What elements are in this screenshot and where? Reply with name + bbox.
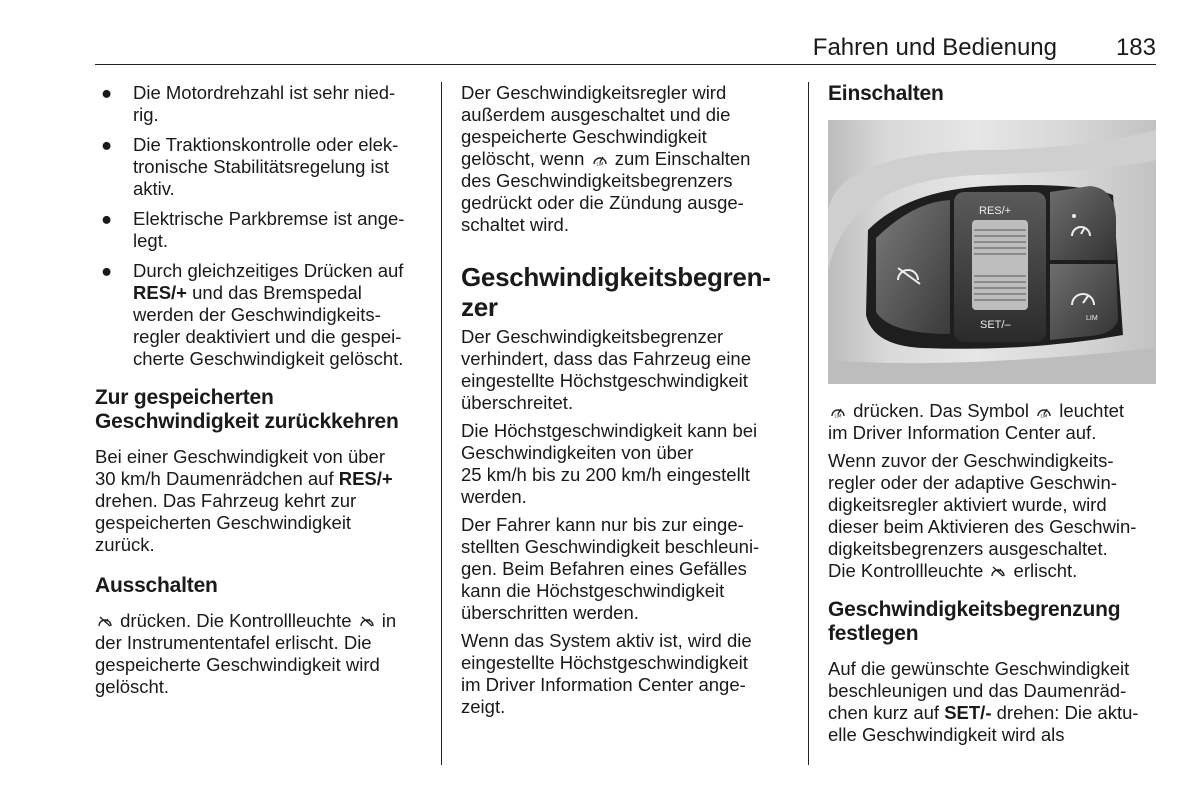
speed-limiter-icon bbox=[592, 152, 608, 166]
section-heading: Ausschalten bbox=[95, 574, 218, 597]
paragraph: Auf die gewünschte Geschwindigkeit beschleunigen und das Daumenräd- chen kurz auf SET/- drehen: Die aktu- elle Geschwindigkeit wird als bbox=[828, 658, 1139, 745]
list-item: ● Die Traktionskontrolle oder elek- tronische Stabilitätsregelung ist aktiv. bbox=[101, 134, 399, 199]
paragraph: drücken. Die Kontrollleuchte in der Instrumententafel erlischt. Die gespeicherte Geschwindigkeit wird gelöscht. bbox=[95, 610, 397, 697]
steering-wheel-controls-photo bbox=[828, 120, 1156, 384]
section-heading: Einschalten bbox=[828, 82, 944, 105]
page-header bbox=[95, 34, 1156, 65]
paragraph: Der Geschwindigkeitsregler wird außerdem ausgeschaltet und die gespeicherte Geschwindigkeit gelöscht, wenn LIM zum Einschalten des Geschwindigkeitsbegrenzers gedrückt oder die Zündung ausge- schaltet wird. bbox=[461, 82, 751, 235]
set-minus-label: SET/– bbox=[980, 319, 1011, 331]
res-plus-label: RES/+ bbox=[979, 205, 1012, 217]
chapter-heading: Geschwindigkeitsbegren- zer bbox=[461, 262, 771, 322]
column-divider-1 bbox=[441, 82, 442, 765]
section-heading: Geschwindigkeitsbegrenzung festlegen bbox=[828, 598, 1121, 645]
svg-text:LIM: LIM bbox=[1040, 413, 1048, 418]
column-1 bbox=[95, 82, 425, 704]
steering-wheel-illustration bbox=[828, 120, 1156, 384]
cruise-control-off-icon bbox=[359, 614, 375, 628]
paragraph: Bei einer Geschwindigkeit von über 30 km/h Daumenrädchen auf RES/+ drehen. Das Fahrzeug kehrt zur gespeicherten Geschwindigkeit zurück. bbox=[95, 446, 393, 555]
speed-limiter-icon bbox=[830, 404, 846, 418]
list-item: ● Durch gleichzeitiges Drücken auf RES/+ und das Bremspedal werden der Geschwindigkeits- regler deaktiviert und die gespei- cherte Geschwindigkeit gelöscht. bbox=[101, 260, 404, 369]
paragraph: Wenn das System aktiv ist, wird die eingestellte Höchstgeschwindigkeit im Driver Information Center ange- zeigt. bbox=[461, 630, 752, 717]
chapter-title: Fahren und Bedienung bbox=[812, 34, 1057, 61]
paragraph: LIM drücken. Das Symbol LIM leuchtet im Driver Information Center auf. bbox=[828, 400, 1125, 443]
section-heading: Zur gespeicherten Geschwindigkeit zurückkehren bbox=[95, 386, 399, 433]
paragraph: Der Geschwindigkeitsbegrenzer verhindert, dass das Fahrzeug eine eingestellte Höchstgeschwindigkeit überschreitet. bbox=[461, 326, 752, 413]
paragraph: Wenn zuvor der Geschwindigkeits- regler oder der adaptive Geschwin- digkeitsregler aktiviert wurde, wird dieser beim Aktivieren des Geschwin- digkeitsbegrenzers ausgeschaltet. Die Kontrollleuchte erlischt. bbox=[828, 450, 1137, 581]
cruise-control-off-icon bbox=[97, 614, 113, 628]
lim-label: LIM bbox=[1086, 315, 1098, 322]
cruise-control-off-icon bbox=[990, 564, 1006, 578]
list-item: ● Elektrische Parkbremse ist ange- legt. bbox=[101, 208, 405, 251]
column-3 bbox=[828, 82, 1158, 752]
speed-limiter-icon bbox=[1036, 404, 1052, 418]
svg-text:LIM: LIM bbox=[596, 161, 603, 166]
page-number: 183 bbox=[1115, 34, 1156, 61]
bullet-list bbox=[95, 82, 425, 370]
column-2 bbox=[461, 82, 791, 724]
column-divider-2 bbox=[808, 82, 809, 765]
paragraph: Der Fahrer kann nur bis zur einge- stellten Geschwindigkeit beschleuni- gen. Beim Befahren eines Gefälles kann die Höchstgeschwindigkeit überschritten werden. bbox=[461, 514, 760, 623]
list-item: ● Die Motordrehzahl ist sehr nied- rig. bbox=[101, 82, 396, 125]
paragraph: Die Höchstgeschwindigkeit kann bei Geschwindigkeiten von über 25 km/h bis zu 200 km/h eingestellt werden. bbox=[461, 420, 758, 507]
svg-text:LIM: LIM bbox=[834, 413, 842, 418]
